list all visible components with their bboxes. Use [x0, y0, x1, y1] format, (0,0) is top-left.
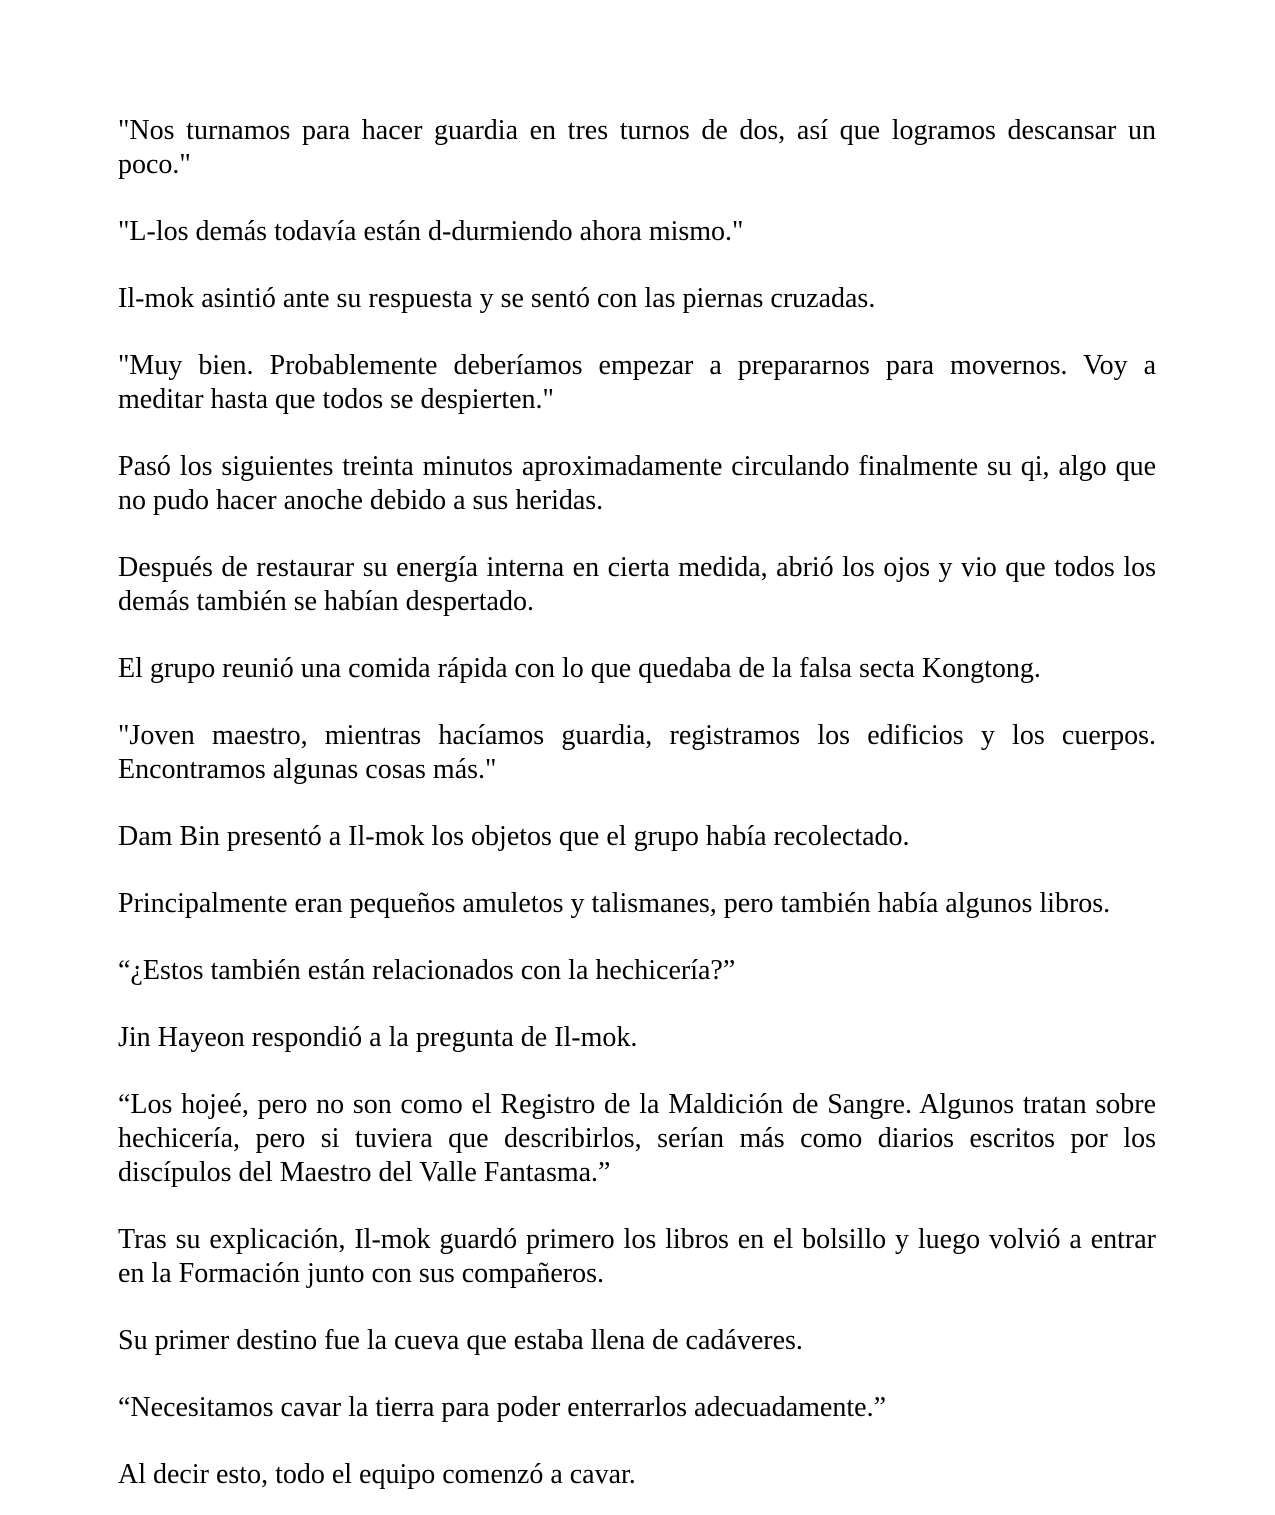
paragraph: Después de restaurar su energía interna en cierta medida, abrió los ojos y vio que todos los demás también se habían despertado.	[118, 552, 1156, 617]
paragraph: "Nos turnamos para hacer guardia en tres turnos de dos, así que logramos descansar un poco."	[118, 115, 1156, 180]
document-page	[118, 114, 1156, 1492]
paragraph: Il-mok asintió ante su respuesta y se sentó con las piernas cruzadas.	[118, 283, 876, 314]
paragraph: “Los hojeé, pero no son como el Registro de la Maldición de Sangre. Algunos tratan sobre hechicería, pero si tuviera que describirlos, serían más como diarios escritos por los discípulos del Maestro del Valle Fantasma.”	[118, 1089, 1156, 1188]
paragraph: Jin Hayeon respondió a la pregunta de Il-mok.	[118, 1022, 638, 1053]
paragraph: Al decir esto, todo el equipo comenzó a cavar.	[118, 1459, 636, 1490]
paragraph: “¿Estos también están relacionados con la hechicería?”	[118, 955, 736, 986]
paragraph: Tras su explicación, Il-mok guardó primero los libros en el bolsillo y luego volvió a entrar en la Formación junto con sus compañeros.	[118, 1224, 1156, 1289]
paragraph: Su primer destino fue la cueva que estaba llena de cadáveres.	[118, 1325, 803, 1356]
paragraph: "L-los demás todavía están d-durmiendo ahora mismo."	[118, 216, 744, 247]
paragraph: Pasó los siguientes treinta minutos aproximadamente circulando finalmente su qi, algo que no pudo hacer anoche debido a sus heridas.	[118, 451, 1156, 516]
paragraph: Principalmente eran pequeños amuletos y talismanes, pero también había algunos libros.	[118, 888, 1111, 919]
paragraph: "Joven maestro, mientras hacíamos guardia, registramos los edificios y los cuerpos. Encontramos algunas cosas más."	[118, 720, 1156, 785]
paragraph: Dam Bin presentó a Il-mok los objetos que el grupo había recolectado.	[118, 821, 910, 852]
paragraph: "Muy bien. Probablemente deberíamos empezar a prepararnos para movernos. Voy a meditar hasta que todos se despierten."	[118, 350, 1156, 415]
paragraph: El grupo reunió una comida rápida con lo que quedaba de la falsa secta Kongtong.	[118, 653, 1041, 684]
paragraph: “Necesitamos cavar la tierra para poder enterrarlos adecuadamente.”	[118, 1392, 886, 1423]
